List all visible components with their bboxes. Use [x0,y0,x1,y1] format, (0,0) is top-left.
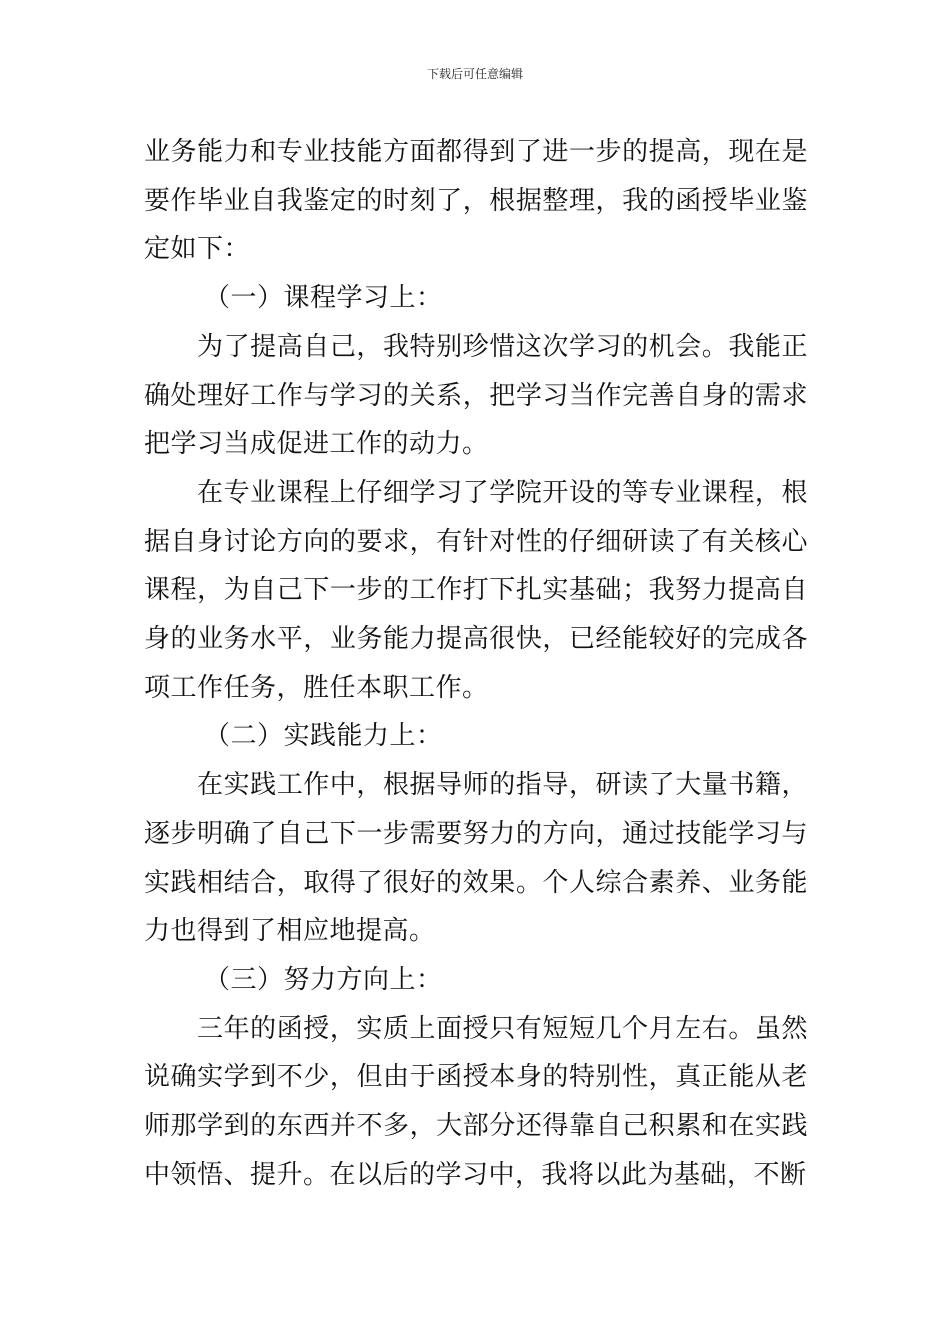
section-heading-course-study: （一）课程学习上： [204,283,443,314]
paragraph-practice: 在实践工作中，根据导师的指导，研读了大量书籍，逐步明确了自己下一步需要努力的方向，通过技能学习与实践相结合，取得了很好的效果。个人综合素养、业务能力也得到了相应地提高。 [144,770,808,947]
paragraph-course-study-1: 为了提高自己，我特别珍惜这次学习的机会。我能正确处理好工作与学习的关系，把学习当作完善自身的需求把学习当成促进工作的动力。 [144,331,808,460]
section-heading-direction: （三）努力方向上： [204,964,443,995]
paragraph-intro: 业务能力和专业技能方面都得到了进一步的提高，现在是要作毕业自我鉴定的时刻了，根据整理，我的函授毕业鉴定如下： [144,137,808,265]
page-header: 下载后可任意编辑 [426,67,523,81]
section-heading-practice: （二）实践能力上： [204,721,443,752]
document-body [144,128,808,1199]
paragraph-course-study-2: 在专业课程上仔细学习了学院开设的等专业课程，根据自身讨论方向的要求，有针对性的仔细研读了有关核心课程，为自己下一步的工作打下扎实基础；我努力提高自身的业务水平，业务能力提高很快，已经能较好的完成各项工作任务，胜任本职工作。 [144,477,808,703]
paragraph-direction: 三年的函授，实质上面授只有短短几个月左右。虽然说确实学到不少，但由于函授本身的特别性，真正能从老师那学到的东西并不多，大部分还得靠自己积累和在实践中领悟、提升。在以后的学习中，我将以此为基础，不断 [144,1013,808,1190]
